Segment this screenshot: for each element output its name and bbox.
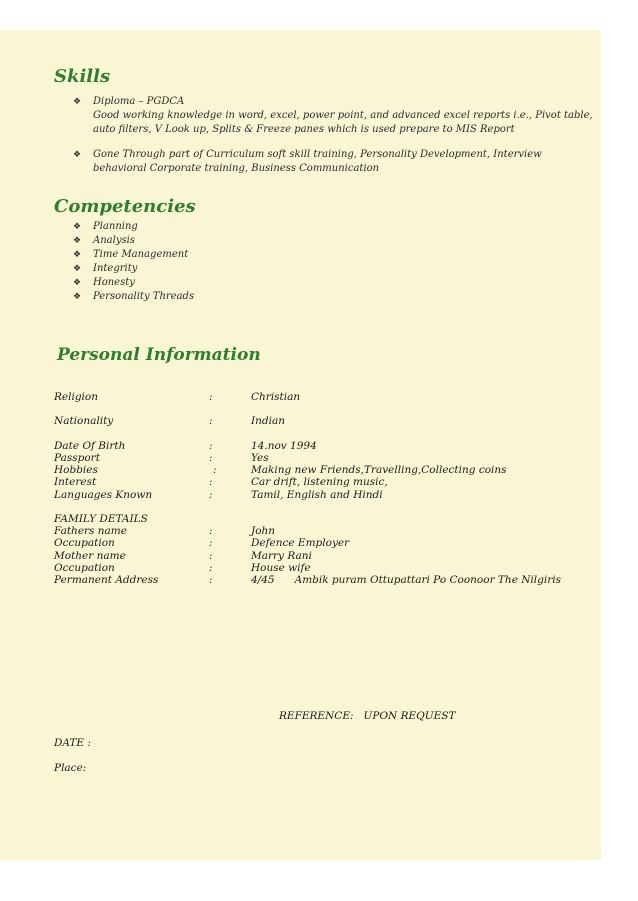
row-label: Occupation: [54, 561, 115, 574]
personal-information-heading: Personal Information: [57, 345, 261, 365]
row-separator: :: [209, 488, 213, 501]
competency-label: Planning: [93, 221, 138, 232]
row-separator: :: [209, 439, 213, 452]
skill-line: Good working knowledge in word, excel, power point, and advanced excel reports i.e., Pivot table,: [93, 110, 593, 121]
list-item: [56, 262, 194, 276]
place-label: Place:: [54, 762, 87, 774]
list-item: [56, 290, 194, 304]
row-separator: :: [209, 574, 213, 586]
row-value: Defence Employer: [251, 537, 350, 550]
table-row: [54, 513, 561, 525]
table-row: [54, 476, 561, 488]
family-details-title: FAMILY DETAILS: [54, 512, 148, 525]
competency-label: Personality Threads: [93, 291, 195, 302]
table-row: [54, 550, 561, 562]
row-label: Date Of Birth: [54, 439, 126, 452]
row-label: Passport: [54, 451, 100, 464]
row-label: Nationality: [54, 415, 114, 428]
row-separator: :: [209, 561, 213, 574]
list-item: [56, 276, 194, 290]
table-row: [54, 464, 561, 476]
row-label: Mother name: [54, 549, 126, 562]
list-item: [56, 220, 194, 234]
skill-line: Gone Through part of Curriculum soft skill training, Personality Development, Interview: [93, 149, 542, 160]
row-label: Hobbies: [54, 464, 98, 477]
diamond-bullet-icon: ❖: [73, 236, 82, 246]
table-row: [54, 562, 561, 574]
table-row: [54, 574, 561, 586]
skills-list: [56, 95, 593, 176]
row-separator: :: [209, 391, 213, 403]
table-row: [54, 537, 561, 549]
row-separator: :: [209, 537, 213, 550]
diamond-bullet-icon: ❖: [73, 278, 82, 288]
row-label: Permanent Address: [54, 574, 159, 586]
competency-label: Honesty: [93, 277, 135, 288]
list-item: [56, 234, 194, 248]
table-row: [54, 489, 561, 501]
row-value: Tamil, English and Hindi: [251, 488, 383, 501]
skill-line: behavioral Corporate training, Business Communication: [93, 163, 380, 174]
row-separator: :: [213, 464, 217, 477]
row-label: Religion: [54, 391, 98, 403]
reference-note: REFERENCE: UPON REQUEST: [279, 710, 456, 722]
date-label: DATE :: [54, 737, 91, 749]
diamond-bullet-icon: ❖: [73, 264, 82, 274]
diamond-bullet-icon: ❖: [73, 150, 82, 160]
skill-line: Diploma – PGDCA: [93, 96, 185, 107]
row-value: Car drift, listening music,: [251, 476, 388, 489]
diamond-bullet-icon: ❖: [73, 222, 82, 232]
row-separator: :: [209, 415, 213, 428]
row-separator: :: [209, 476, 213, 489]
diamond-bullet-icon: ❖: [73, 292, 82, 302]
table-row: [54, 440, 561, 452]
table-row: [54, 452, 561, 464]
diamond-bullet-icon: ❖: [73, 97, 82, 107]
row-value: Christian: [251, 391, 301, 403]
competencies-list: [56, 220, 194, 304]
row-label: Fathers name: [54, 525, 127, 538]
competencies-heading: Competencies: [54, 196, 196, 217]
skills-heading: Skills: [54, 66, 111, 87]
row-label: Languages Known: [54, 488, 153, 501]
list-item: [56, 148, 593, 176]
table-row: [54, 391, 561, 403]
competency-label: Analysis: [93, 235, 135, 246]
row-value: Indian: [251, 415, 286, 428]
personal-info-table: [54, 391, 561, 586]
row-value: House wife: [251, 561, 311, 574]
list-item: [56, 95, 593, 137]
competency-label: Time Management: [93, 249, 189, 260]
diamond-bullet-icon: ❖: [73, 250, 82, 260]
row-label: Occupation: [54, 537, 115, 550]
row-value: Marry Rani: [251, 549, 312, 562]
row-separator: :: [209, 525, 213, 538]
table-row: [54, 415, 561, 427]
competency-label: Integrity: [93, 263, 138, 274]
row-separator: :: [209, 451, 213, 464]
skill-line: auto filters, V Look up, Splits & Freeze panes which is used prepare to MIS Report: [93, 124, 515, 135]
row-separator: :: [209, 549, 213, 562]
row-value: 4/45 Ambik puram Ottupattari Po Coonoor The Nilgiris: [251, 574, 561, 586]
row-value: John: [251, 525, 276, 538]
list-item: [56, 248, 194, 262]
row-value: Yes: [251, 451, 269, 464]
row-label: Interest: [54, 476, 97, 489]
table-row: [54, 525, 561, 537]
row-value: Making new Friends,Travelling,Collecting coins: [251, 464, 507, 477]
row-value: 14.nov 1994: [251, 439, 317, 452]
